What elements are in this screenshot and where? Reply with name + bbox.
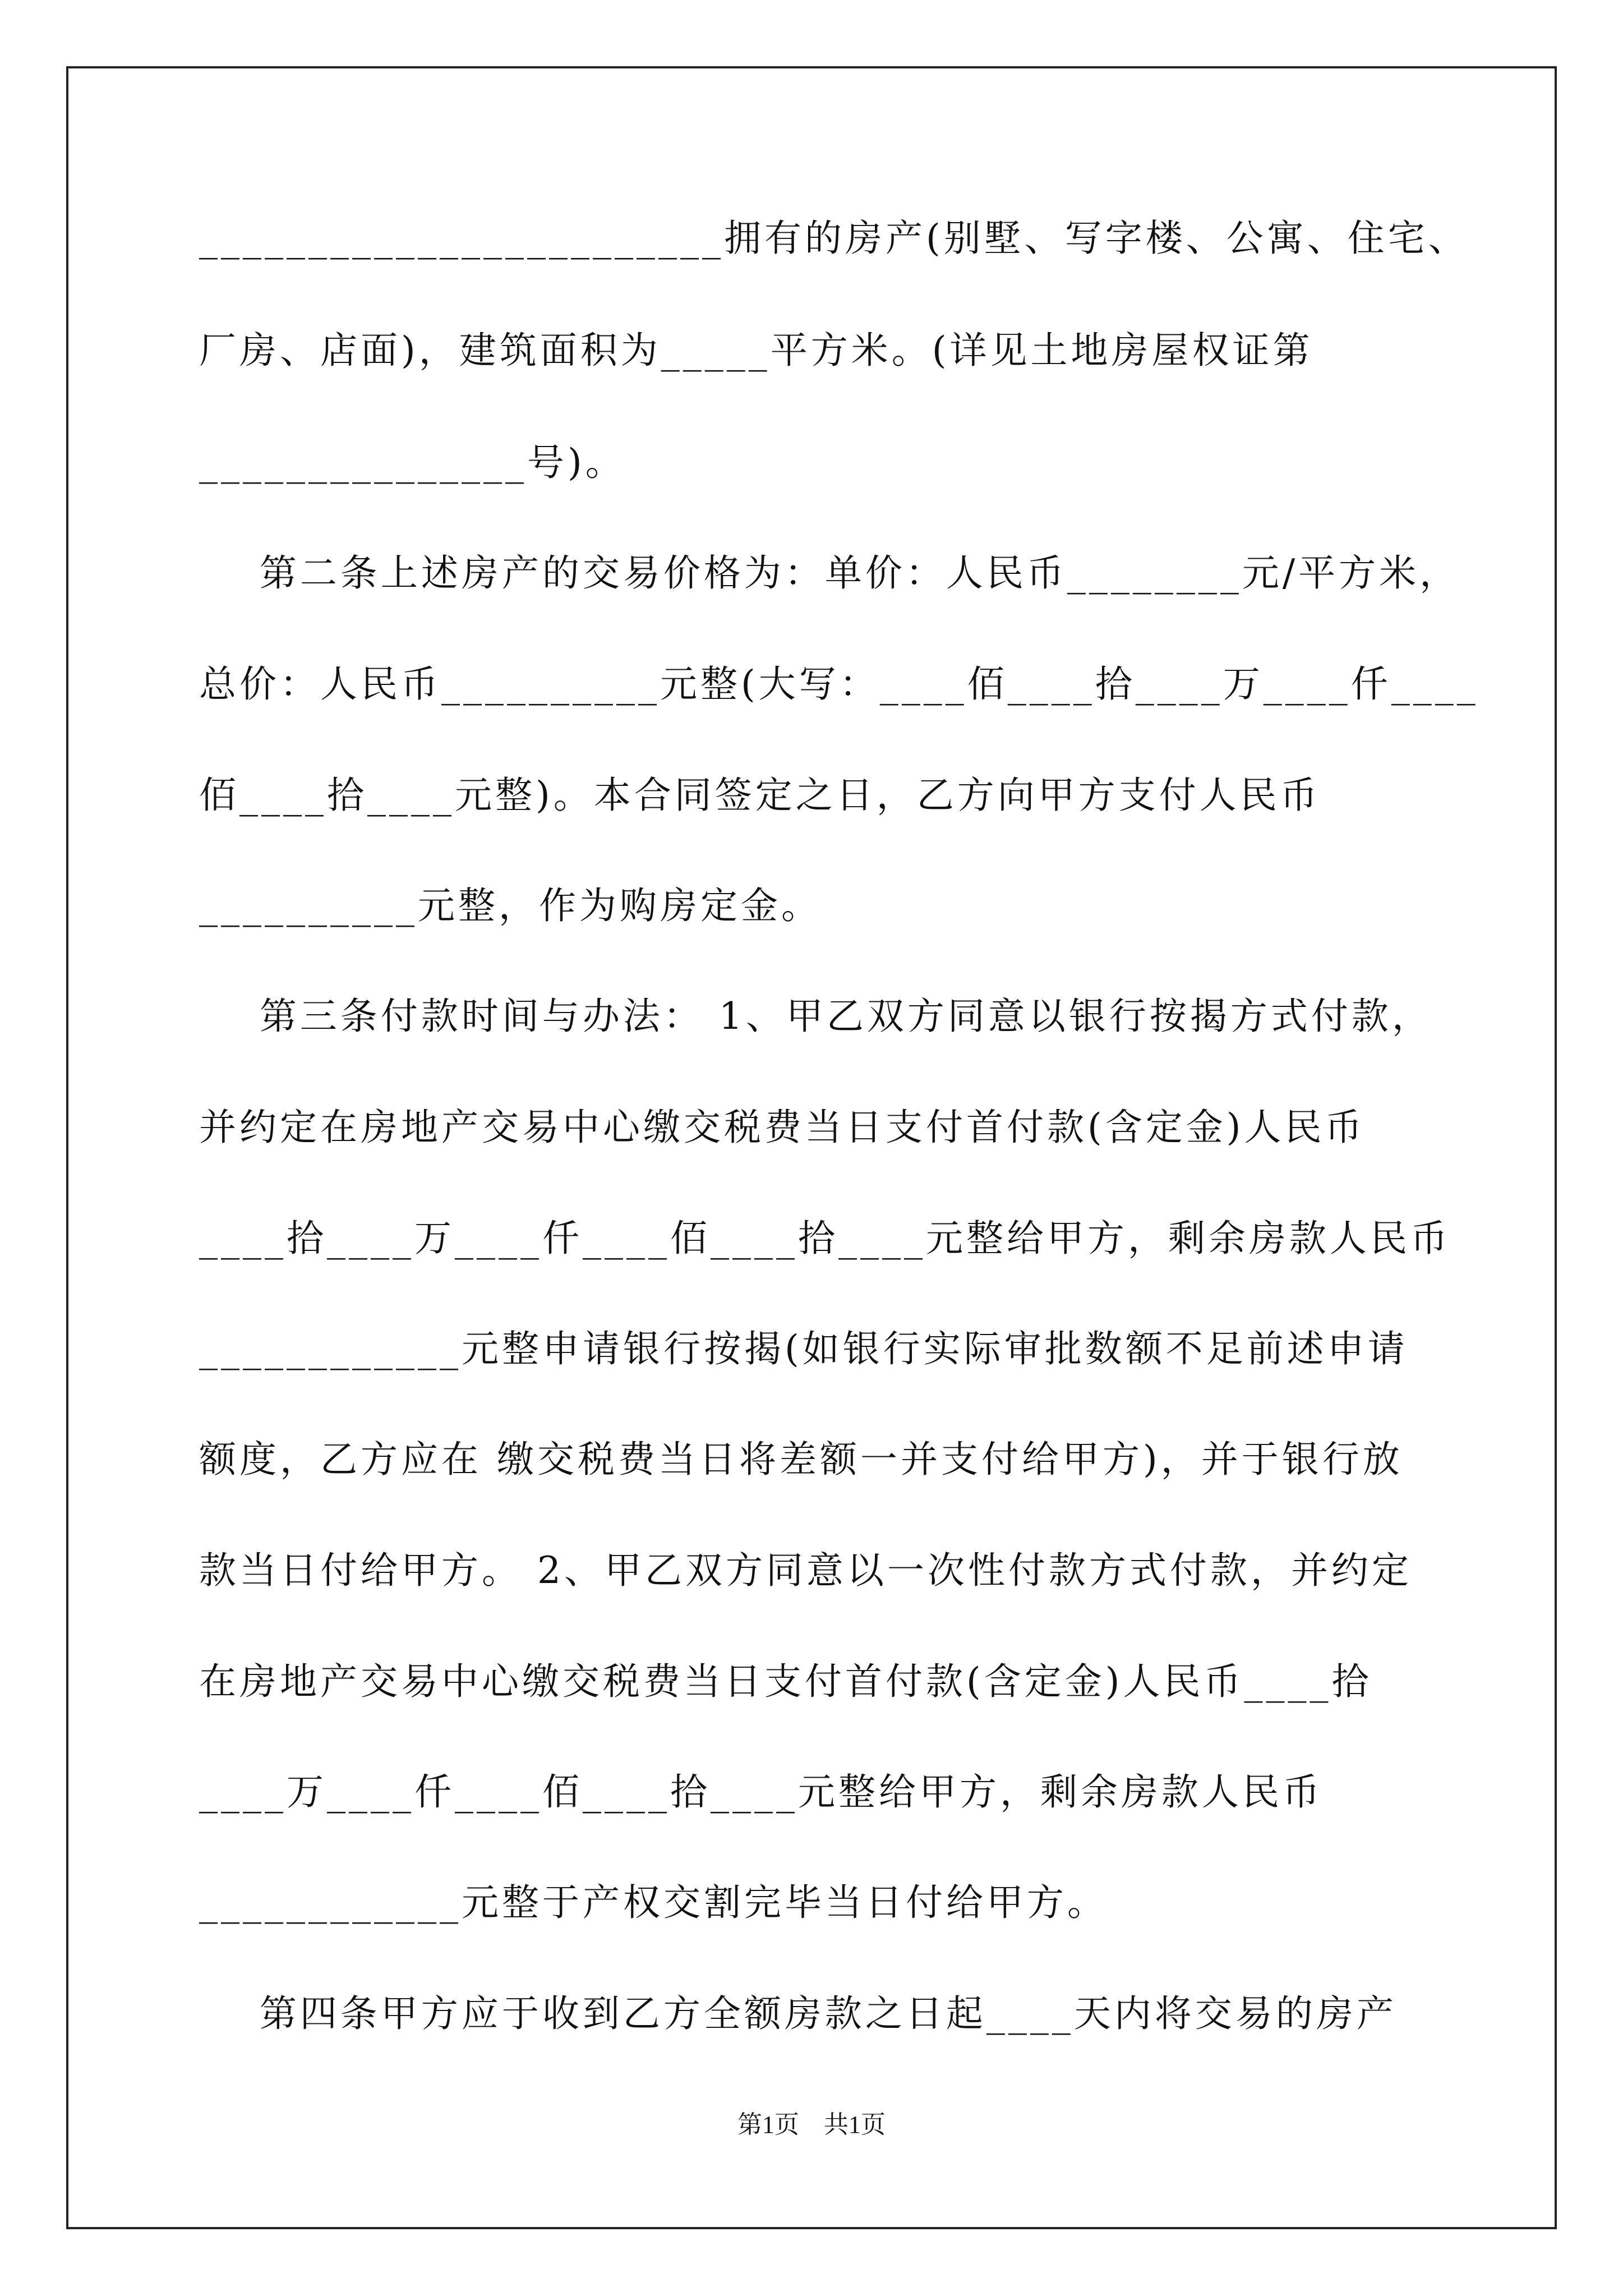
text-line-1: ________________________拥有的房产(别墅、写字楼、公寓、住宅、 xyxy=(199,217,1469,260)
text-line-4: 第二条上述房产的交易价格为：单价：人民币________元/平方米， xyxy=(199,551,1460,595)
text-line-9: 并约定在房地产交易中心缴交税费当日支付首付款(含定金)人民币 xyxy=(199,1106,1366,1149)
text-line-11: ____________元整申请银行按揭(如银行实际审批数额不足前述申请 xyxy=(199,1327,1408,1370)
text-line-10: ____拾____万____仟____佰____拾____元整给甲方，剩余房款人民币 xyxy=(199,1217,1451,1260)
text-line-16: ____________元整于产权交割完毕当日付给甲方。 xyxy=(199,1881,1108,1924)
text-line-13: 款当日付给甲方。 2、甲乙双方同意以一次性付款方式付款，并约定 xyxy=(199,1549,1412,1592)
text-line-17: 第四条甲方应于收到乙方全额房款之日起____天内将交易的房产 xyxy=(199,1992,1397,2035)
text-line-7: __________元整，作为购房定金。 xyxy=(199,884,822,927)
text-line-5: 总价：人民币__________元整(大写：____佰____拾____万____仟____ xyxy=(199,662,1479,706)
text-line-15: ____万____仟____佰____拾____元整给甲方，剩余房款人民币 xyxy=(199,1770,1323,1814)
text-line-8: 第三条付款时间与办法： 1、甲乙双方同意以银行按揭方式付款， xyxy=(199,995,1432,1038)
text-line-3: _______________号)。 xyxy=(199,441,626,484)
text-line-6: 佰____拾____元整)。本合同签定之日，乙方向甲方支付人民币 xyxy=(199,774,1321,817)
page-footer: 第1页 共1页 xyxy=(737,2111,886,2138)
text-line-2: 厂房、店面)，建筑面积为_____平方米。(详见土地房屋权证第 xyxy=(199,329,1313,372)
text-line-14: 在房地产交易中心缴交税费当日支付首付款(含定金)人民币____拾 xyxy=(199,1660,1372,1703)
text-line-12: 额度，乙方应在 缴交税费当日将差额一并支付给甲方)，并于银行放 xyxy=(199,1438,1403,1481)
